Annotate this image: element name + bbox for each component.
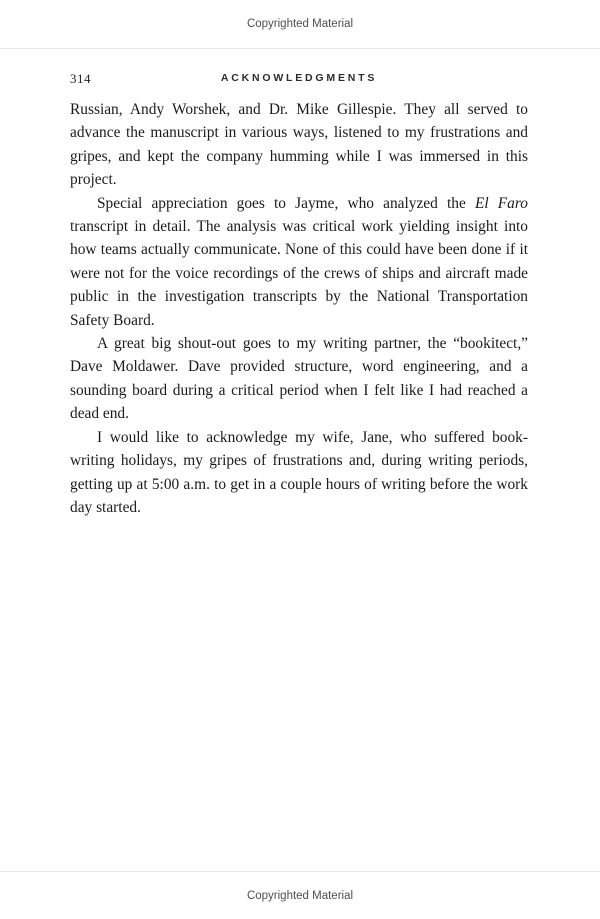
paragraph-2-text-pre: Special appreciation goes to Jayme, who analyzed the [97, 194, 475, 212]
page-number: 314 [70, 71, 91, 86]
paragraph-3: A great big shout-out goes to my writing partner, the “bookitect,” Dave Moldawer. Dave provided structure, word engineering, and a sounding board during a critical period when I felt like I had reached a dead end. [70, 335, 528, 423]
paragraph-4: I would like to acknowledge my wife, Jane, who suffered book-writing holidays, my gripes of frustrations and, during writing periods, getting up at 5:00 a.m. to get in a couple hours of writing before the work day started. [70, 428, 528, 516]
page-content [0, 49, 600, 871]
copyright-notice-top: Copyrighted Material [0, 0, 600, 49]
body-text [70, 98, 528, 519]
copyright-notice-bottom: Copyrighted Material [0, 871, 600, 919]
paragraph-2-text-post: transcript in detail. The analysis was critical work yielding insight into how teams actually communicate. None of this could have been done if it were not for the voice recordings of the crews of ships and aircraft made public in the investigation transcripts by the National Transportation Safety Board. [70, 218, 528, 329]
book-title-el-faro: El Faro [474, 194, 528, 212]
paragraph-2 [70, 192, 528, 332]
running-head-title: ACKNOWLEDGMENTS [220, 72, 378, 84]
paragraph-1: Russian, Andy Worshek, and Dr. Mike Gillespie. They all served to advance the manuscript in various ways, listened to my frustrations and gripes, and kept the company humming while I was immersed in this project. [70, 101, 528, 189]
running-header [70, 70, 528, 86]
